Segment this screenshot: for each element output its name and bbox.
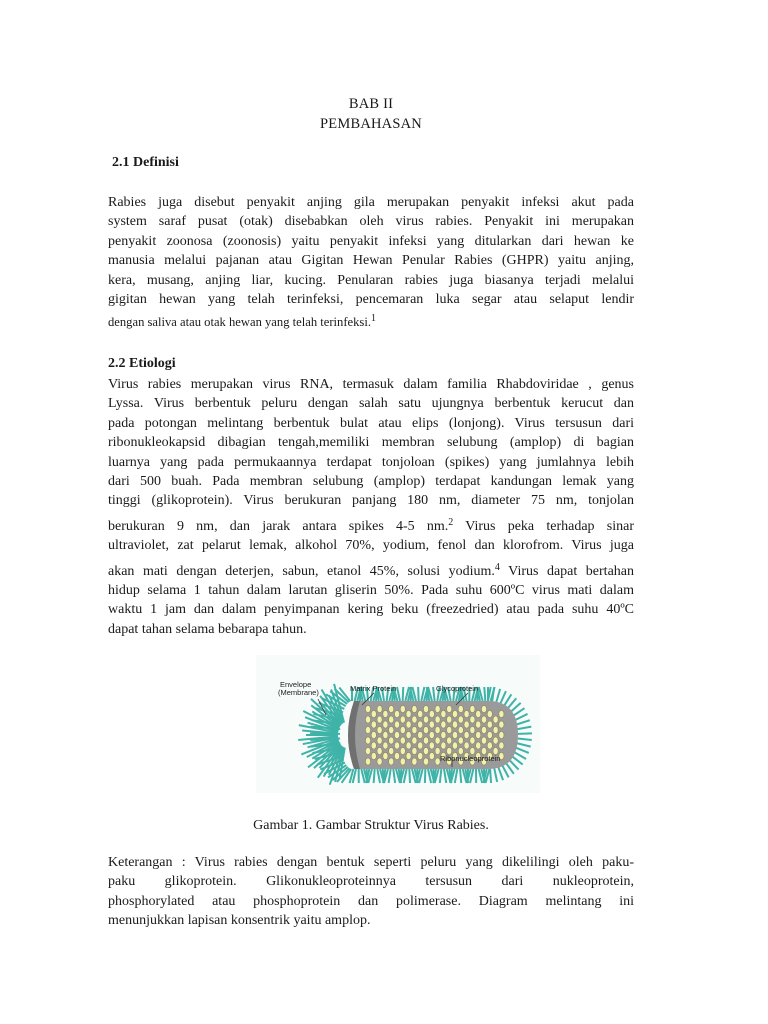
text-segment: Virus dapat bertahan [499, 563, 634, 579]
nucleoprotein-bead [377, 705, 382, 712]
nucleoprotein-bead [435, 705, 440, 712]
spike [455, 769, 458, 783]
text-line: menunjukkan lapisan konsentrik yaitu amplop. [108, 913, 371, 929]
nucleoprotein-bead [371, 721, 376, 728]
nucleoprotein-bead [406, 742, 411, 749]
nucleoprotein-bead [481, 737, 486, 744]
nucleoprotein-bead [470, 705, 475, 712]
nucleoprotein-bead [464, 742, 469, 749]
nucleoprotein-bead [365, 758, 370, 765]
spike [498, 767, 503, 780]
nucleoprotein-bead [400, 716, 405, 723]
text-line: penyakit zoonosa (zoonosis) yaitu penyakit infeksi yang ditularkan dari hewan ke [108, 233, 634, 249]
section-heading-etiologi: 2.2 Etiologi [108, 356, 176, 371]
figure-caption: Gambar 1. Gambar Struktur Virus Rabies. [253, 818, 489, 833]
nucleoprotein-bead [400, 705, 405, 712]
spike [433, 687, 435, 701]
nucleoprotein-bead [470, 737, 475, 744]
text-line: manusia melalui pajanan atau Gigitan Hewan Penular Rabies (GHPR) yaitu anjing, [108, 253, 634, 269]
rabies-virus-figure [256, 655, 540, 793]
nucleoprotein-bead [493, 726, 498, 733]
spike [518, 739, 532, 740]
nucleoprotein-bead [464, 721, 469, 728]
text-line: Virus rabies merupakan virus RNA, termasuk dalam familia Rhabdoviridae , genus [108, 377, 634, 392]
spike [444, 769, 446, 783]
spike [517, 743, 531, 746]
nucleoprotein-bead [418, 731, 423, 738]
text-line: pada potongan melintang berbentuk bulat atau elips (lonjong). Virus tersusun dari [108, 415, 634, 431]
nucleoprotein-bead [406, 710, 411, 717]
nucleoprotein-bead [447, 705, 452, 712]
text-line: waktu 1 jam dan dalam penyimpanan kering beku (freezedried) atau pada suhu 40ºC [108, 602, 634, 618]
nucleoprotein-bead [389, 726, 394, 733]
nucleoprotein-bead [429, 742, 434, 749]
footnote-ref: 1 [370, 313, 376, 325]
nucleoprotein-bead [499, 742, 504, 749]
spike [374, 769, 375, 783]
nucleoprotein-bead [412, 726, 417, 733]
text-line [108, 517, 634, 536]
label-ribonucleoprotein: Ribonucleoprotein [440, 754, 501, 763]
nucleoprotein-bead [365, 747, 370, 754]
nucleoprotein-bead [389, 747, 394, 754]
nucleoprotein-bead [458, 726, 463, 733]
nucleoprotein-bead [464, 731, 469, 738]
nucleoprotein-bead [365, 737, 370, 744]
nucleoprotein-bead [470, 716, 475, 723]
spike [484, 687, 485, 701]
paragraph-definisi [108, 193, 634, 333]
text-line: kera, musang, anjing liar, kucing. Penularan rabies juga biasanya terjadi melalui [108, 272, 634, 288]
nucleoprotein-bead [476, 721, 481, 728]
nucleoprotein-bead [406, 752, 411, 759]
nucleoprotein-bead [423, 747, 428, 754]
spike [460, 769, 461, 783]
spike [516, 748, 529, 753]
nucleoprotein-bead [435, 716, 440, 723]
nucleoprotein-bead [452, 742, 457, 749]
nucleoprotein-bead [441, 710, 446, 717]
nucleoprotein-bead [452, 721, 457, 728]
nucleoprotein-bead [481, 716, 486, 723]
nucleoprotein-bead [418, 742, 423, 749]
nucleoprotein-bead [383, 731, 388, 738]
nucleoprotein-bead [441, 731, 446, 738]
text-line: gigitan hewan yang telah terinfeksi, pencemaran luka segar atau selaput lendir [108, 292, 634, 308]
nucleoprotein-bead [418, 752, 423, 759]
nucleoprotein-bead [481, 726, 486, 733]
nucleoprotein-bead [499, 710, 504, 717]
nucleoprotein-bead [412, 758, 417, 765]
nucleoprotein-bead [377, 737, 382, 744]
nucleoprotein-bead [371, 710, 376, 717]
label-glycoprotein: Glycoprotein [436, 684, 479, 693]
nucleoprotein-bead [394, 731, 399, 738]
text-line: Lyssa. Virus berbentuk peluru dengan salah satu ujungnya berbentuk kerucut dan [108, 396, 634, 412]
spike [496, 689, 500, 702]
nucleoprotein-bead [458, 737, 463, 744]
nucleoprotein-bead [499, 731, 504, 738]
virus-diagram [256, 655, 540, 793]
chapter-title: PEMBAHASAN [320, 116, 422, 132]
nucleoprotein-bead [476, 710, 481, 717]
nucleoprotein-bead [476, 731, 481, 738]
spike [500, 691, 506, 704]
nucleoprotein-bead [447, 737, 452, 744]
spike [515, 714, 528, 720]
nucleoprotein-bead [493, 716, 498, 723]
spike [494, 768, 497, 782]
nucleoprotein-bead [365, 705, 370, 712]
nucleoprotein-bead [377, 747, 382, 754]
nucleoprotein-bead [476, 742, 481, 749]
section-heading-definisi: 2.1 Definisi [112, 155, 179, 170]
nucleoprotein-bead [383, 742, 388, 749]
nucleoprotein-bead [383, 721, 388, 728]
spike [518, 727, 532, 729]
nucleoprotein-bead [418, 721, 423, 728]
nucleoprotein-bead [423, 726, 428, 733]
nucleoprotein-bead [406, 731, 411, 738]
paragraph-keterangan [108, 853, 634, 931]
nucleoprotein-bead [389, 705, 394, 712]
chapter-number: BAB II [348, 96, 394, 112]
footnote-ref: 2 [448, 516, 454, 528]
nucleoprotein-bead [452, 710, 457, 717]
nucleoprotein-bead [412, 747, 417, 754]
nucleoprotein-bead [447, 716, 452, 723]
nucleoprotein-bead [412, 737, 417, 744]
text-line: phosphorylated atau phosphoprotein dan polimerase. Diagram melintang ini [108, 893, 634, 909]
label-matrix-protein: Matrix Protein [350, 684, 397, 693]
text-segment: Virus peka terhadap sinar [453, 518, 634, 534]
paragraph-etiologi [108, 375, 634, 639]
nucleoprotein-bead [493, 737, 498, 744]
text-line: luarnya yang pada permukaannya terdapat tonjoloan (spikes) yang jumlahnya lebih [108, 454, 634, 470]
nucleoprotein-bead [435, 726, 440, 733]
nucleoprotein-bead [487, 721, 492, 728]
nucleoprotein-bead [389, 737, 394, 744]
nucleoprotein-bead [400, 737, 405, 744]
nucleoprotein-bead [423, 716, 428, 723]
spike [403, 687, 404, 701]
nucleoprotein-bead [429, 721, 434, 728]
footnote-ref: 4 [494, 561, 500, 573]
nucleoprotein-bead [394, 742, 399, 749]
spike [418, 687, 419, 701]
nucleoprotein-bead [394, 752, 399, 759]
nucleoprotein-bead [400, 726, 405, 733]
spike [440, 769, 442, 783]
nucleoprotein-bead [377, 758, 382, 765]
text-line: ribonukleokapsid dibagian tengah,memiliki membran selubung (amplop) di bagian [108, 435, 634, 451]
text-line: Rabies juga disebut penyakit anjing gila merupakan penyakit infeksi akut pada [108, 195, 634, 210]
nucleoprotein-bead [487, 710, 492, 717]
nucleoprotein-bead [435, 737, 440, 744]
nucleoprotein-bead [400, 758, 405, 765]
nucleoprotein-bead [406, 721, 411, 728]
nucleoprotein-bead [383, 752, 388, 759]
nucleoprotein-bead [389, 758, 394, 765]
text-segment: akan mati dengan deterjen, sabun, etanol 45%, solusi yodium. [108, 563, 495, 579]
nucleoprotein-bead [377, 726, 382, 733]
nucleoprotein-bead [412, 705, 417, 712]
nucleoprotein-bead [394, 721, 399, 728]
text-segment: berukuran 9 nm, dan jarak antara spikes 4-5 nm. [108, 518, 449, 534]
text-line: tinggi (glikoprotein). Virus berukuran panjang 180 nm, diameter 75 nm, tonjolan [108, 493, 634, 509]
text-line: paku glikoprotein. Glikonukleoproteinnya tersusun dari nukleoprotein, [108, 874, 634, 890]
text-line: dari 500 buah. Pada membran selubung (amplop) terdapat kandungan lemak yang [108, 474, 634, 490]
nucleoprotein-bead [441, 742, 446, 749]
nucleoprotein-bead [452, 731, 457, 738]
label-membrane: (Membrane) [278, 688, 319, 697]
nucleoprotein-bead [429, 752, 434, 759]
nucleoprotein-bead [412, 716, 417, 723]
spike [490, 769, 491, 783]
nucleoprotein-bead [371, 742, 376, 749]
nucleoprotein-bead [458, 705, 463, 712]
nucleoprotein-bead [365, 716, 370, 723]
nucleoprotein-bead [365, 726, 370, 733]
spike [393, 769, 395, 783]
nucleoprotein-bead [389, 716, 394, 723]
nucleoprotein-bead [383, 710, 388, 717]
spike [492, 687, 494, 701]
text-line [108, 313, 634, 332]
nucleoprotein-bead [400, 747, 405, 754]
text-line: system saraf pusat (otak) disebabkan oleh virus rabies. Penyakit ini merupakan [108, 214, 634, 230]
nucleoprotein-bead [441, 721, 446, 728]
nucleoprotein-bead [470, 726, 475, 733]
nucleoprotein-bead [377, 716, 382, 723]
nucleoprotein-bead [423, 737, 428, 744]
text-segment: dengan saliva atau otak hewan yang telah terinfeksi. [108, 315, 371, 330]
nucleoprotein-bead [464, 710, 469, 717]
spike [517, 720, 530, 724]
nucleoprotein-bead [423, 758, 428, 765]
text-line: Keterangan : Virus rabies dengan bentuk seperti peluru yang dikelilingi oleh paku- [108, 855, 634, 870]
nucleoprotein-bead [447, 726, 452, 733]
text-line: ultraviolet, zat pelarut lemak, alkohol 70%, yodium, fenol dan klorofrom. Virus juga [108, 538, 634, 554]
text-line: dapat tahan selama bebarapa tahun. [108, 621, 307, 637]
text-line [108, 562, 634, 581]
nucleoprotein-bead [418, 710, 423, 717]
nucleoprotein-bead [458, 716, 463, 723]
nucleoprotein-bead [423, 705, 428, 712]
label-envelope: Envelope [280, 680, 312, 689]
text-line: hidup selama 1 tahun dalam larutan gliserin 50%. Pada suhu 600ºC virus mati dalam [108, 583, 634, 599]
nucleoprotein-bead [429, 710, 434, 717]
nucleoprotein-bead [487, 742, 492, 749]
nucleoprotein-bead [429, 731, 434, 738]
nucleoprotein-bead [371, 752, 376, 759]
spike [389, 769, 391, 783]
nucleoprotein-bead [499, 721, 504, 728]
nucleoprotein-bead [487, 731, 492, 738]
spike [409, 769, 410, 783]
nucleoprotein-bead [481, 705, 486, 712]
nucleoprotein-bead [394, 710, 399, 717]
nucleoprotein-bead [371, 731, 376, 738]
